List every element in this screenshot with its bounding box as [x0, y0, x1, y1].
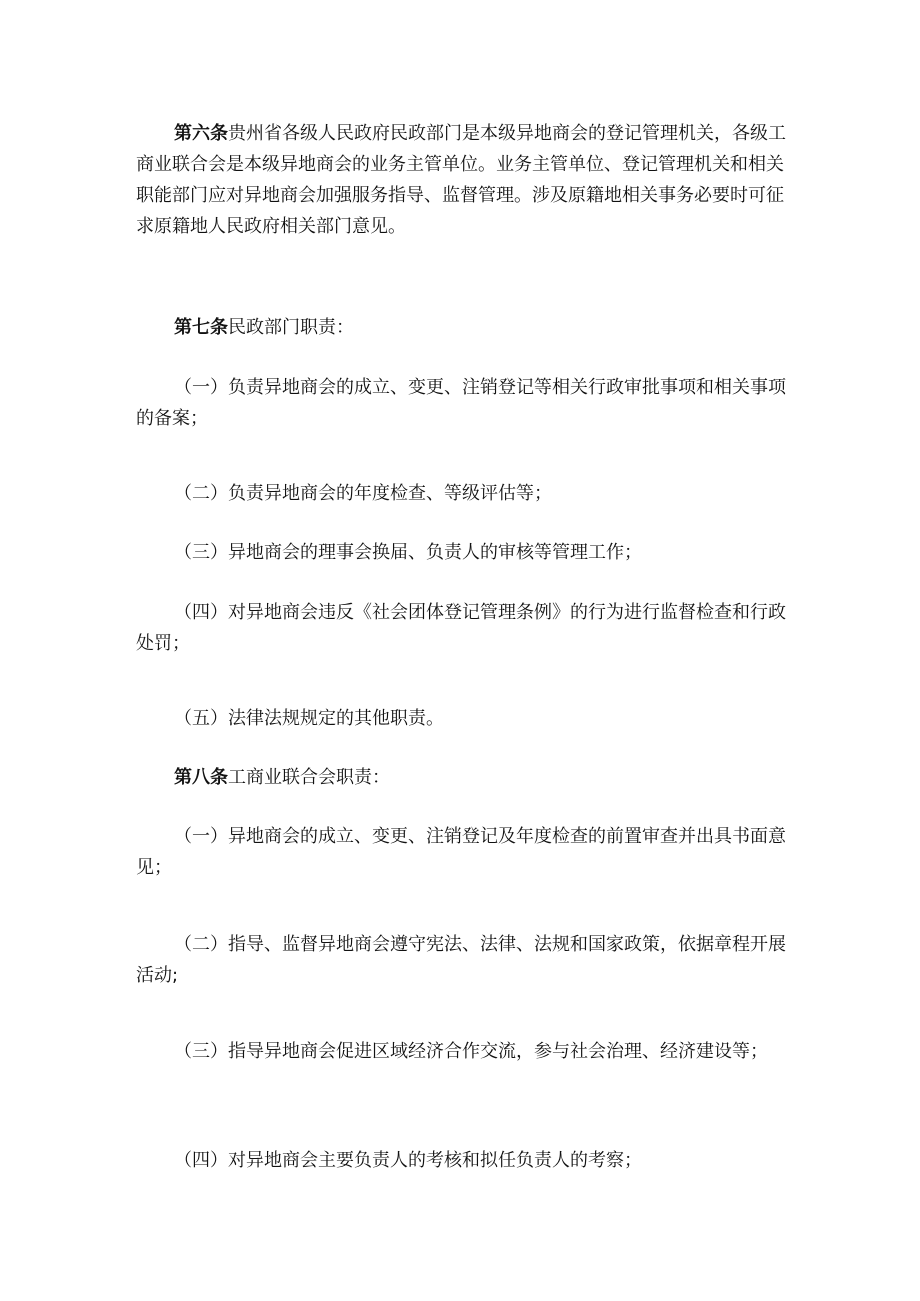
paragraph-text: （四）对异地商会主要负责人的考核和拟任负责人的考察；	[174, 1150, 642, 1171]
paragraph-text: （一）负责异地商会的成立、变更、注销登记等相关行政审批事项和相关事项的备案；	[136, 377, 786, 429]
clause-paragraph	[136, 929, 786, 991]
clause-paragraph	[136, 821, 786, 883]
article-number: 第八条	[174, 767, 228, 788]
paragraph-text: （三）指导异地商会促进区域经济合作交流，参与社会治理、经济建设等；	[174, 1041, 768, 1062]
article-8-paragraph	[136, 762, 786, 793]
paragraph-text: （四）对异地商会违反《社会团体登记管理条例》的行为进行监督检查和行政处罚；	[136, 602, 786, 654]
article-number: 第七条	[174, 317, 228, 338]
clause-paragraph	[136, 478, 786, 509]
paragraph-text: （二）负责异地商会的年度检查、等级评估等；	[174, 483, 552, 504]
article-number: 第六条	[174, 123, 228, 144]
clause-paragraph	[136, 537, 786, 568]
paragraph-text: 民政部门职责：	[228, 317, 354, 338]
clause-paragraph	[136, 597, 786, 659]
article-7-paragraph	[136, 312, 786, 343]
article-6-paragraph	[136, 118, 786, 242]
clause-paragraph	[136, 703, 786, 734]
paragraph-text: （一）异地商会的成立、变更、注销登记及年度检查的前置审查并出具书面意见；	[136, 826, 786, 878]
paragraph-text: （二）指导、监督异地商会遵守宪法、法律、法规和国家政策，依据章程开展活动;	[136, 934, 786, 986]
clause-paragraph	[136, 1036, 786, 1067]
paragraph-text: 工商业联合会职责：	[228, 767, 390, 788]
clause-paragraph	[136, 1145, 786, 1176]
clause-paragraph	[136, 372, 786, 434]
paragraph-text: （三）异地商会的理事会换届、负责人的审核等管理工作；	[174, 542, 642, 563]
paragraph-text: （五）法律法规规定的其他职责。	[174, 708, 444, 729]
paragraph-text: 贵州省各级人民政府民政部门是本级异地商会的登记管理机关，各级工商业联合会是本级异地商会的业务主管单位。业务主管单位、登记管理机关和相关职能部门应对异地商会加强服务指导、监督管理。涉及原籍地相关事务必要时可征求原籍地人民政府相关部门意见。	[136, 123, 786, 237]
